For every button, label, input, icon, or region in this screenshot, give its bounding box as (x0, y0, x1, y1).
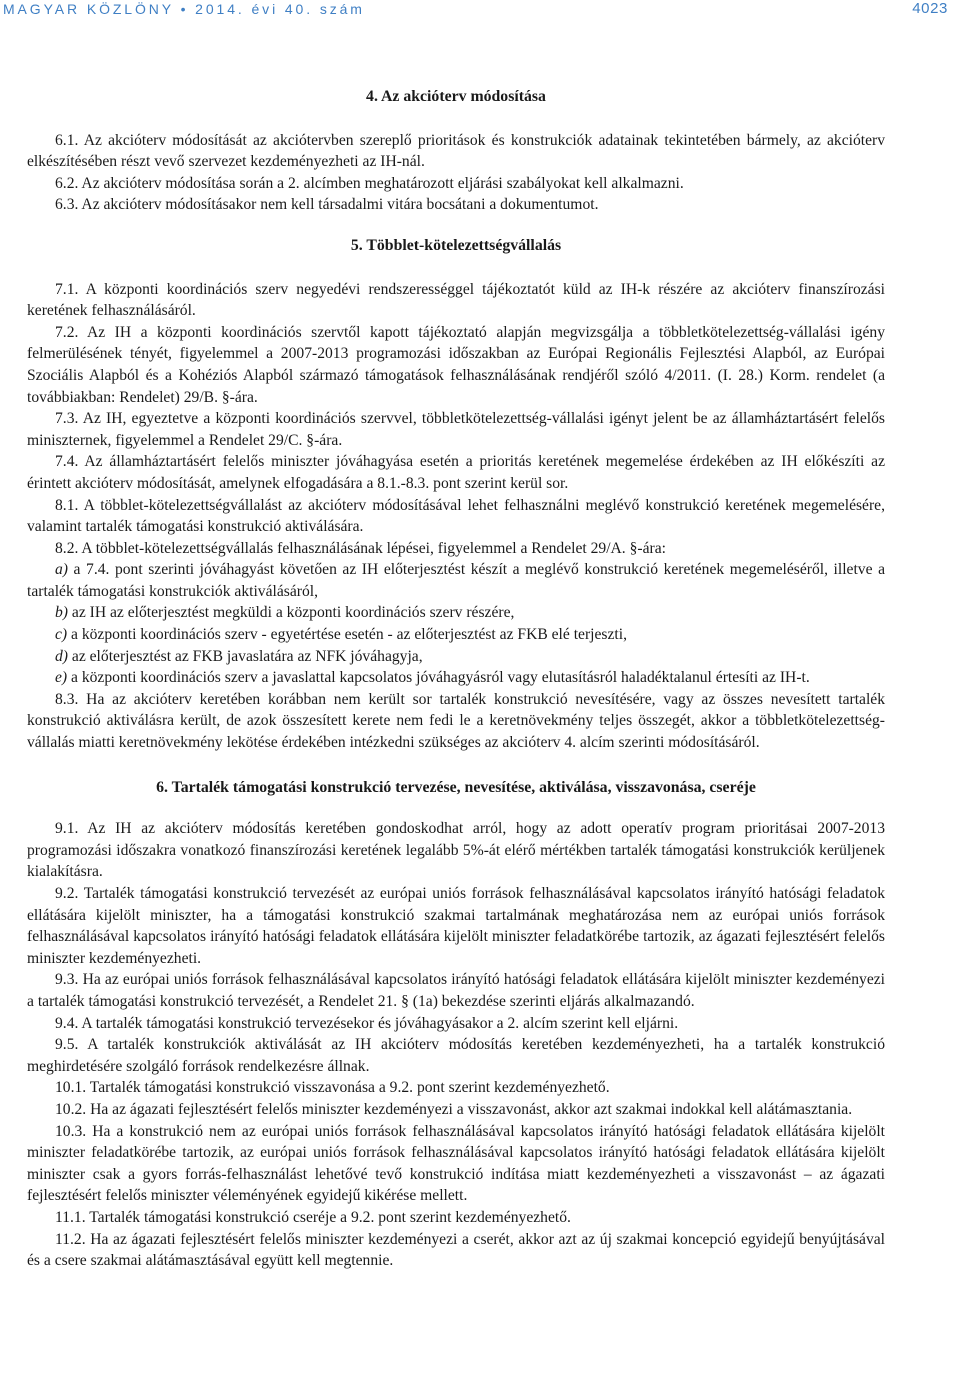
paragraph-7-4: 7.4. Az államháztartásért felelős miniszter jóváhagyása esetén a prioritás keretének megemelése érdekében az IH előkészíti az érintett akcióterv módosítását, amelynek elfogadására a 8.1.-8.3. pont szerint kerül sor. (27, 453, 885, 492)
list-label-a: a) (55, 561, 68, 579)
list-text-c: a központi koordinációs szerv - egyetértése esetén - az előterjesztést az FKB elé terjeszti, (67, 626, 627, 644)
paragraph-11-1: 11.1. Tartalék támogatási konstrukció cseréje a 9.2. pont szerint kezdeményezhető. (55, 1208, 571, 1226)
list-label-e: e) (55, 669, 68, 687)
list-text-b: az IH az előterjesztést megküldi a központi koordinációs szerv részére, (68, 604, 515, 622)
list-item-b (27, 602, 885, 624)
paragraph-7-3: 7.3. Az IH, egyeztetve a központi koordinációs szervvel, többletkötelezettség-vállalási igényt jelent be az államháztartásért felelős miniszternek, figyelemmel a Rendelet 29/C. §-ára. (27, 410, 885, 449)
list-label-b: b) (55, 604, 68, 622)
paragraph-8-2: 8.2. A többlet-kötelezettségvállalás felhasználásának lépései, figyelemmel a Rendelet 29/A. §-ára: (55, 539, 666, 557)
list-item-a (27, 559, 885, 602)
page-header (0, 0, 960, 30)
paragraph-9-5: 9.5. A tartalék konstrukciók aktiválását az IH akcióterv módosítás keretében kezdeményezheti, ha a tartalék konstrukció meghirdetésére szolgáló források rendelkezésre állnak. (27, 1036, 885, 1075)
paragraph-8-1: 8.1. A többlet-kötelezettségvállalást az akcióterv módosításával lehet felhasználni meglévő konstrukció keretének megemelésére, valamint tartalék támogatási konstrukció aktiválására. (27, 496, 885, 536)
list-item-d (27, 646, 885, 668)
journal-title: MAGYAR KÖZLÖNY • 2014. évi 40. szám (3, 1, 365, 17)
list-label-c: c) (55, 626, 68, 644)
list-text-d: az előterjesztést az FKB javaslatára az NFK jóváhagyja, (68, 647, 423, 665)
section-heading-4: 4. Az akcióterv módosítása (366, 88, 546, 105)
paragraph-9-4: 9.4. A tartalék támogatási konstrukció tervezésekor és jóváhagyásakor a 2. alcím szerint kell eljárni. (55, 1014, 679, 1032)
paragraph-10-1: 10.1. Tartalék támogatási konstrukció visszavonása a 9.2. pont szerint kezdeményezhető. (55, 1079, 610, 1097)
document-body (27, 86, 885, 1272)
paragraph-6-1: 6.1. Az akcióterv módosítását az akciótervben szereplő prioritások és konstrukciók adatainak tekintetében bármely, az akcióterv elkészítésében részt vevő szervezet kezdeményezheti az IH-nál. (27, 131, 885, 171)
list-item-e (27, 667, 885, 689)
paragraph-10-2: 10.2. Ha az ágazati fejlesztésért felelős miniszter kezdeményezi a visszavonást, akkor azt szakmai indokkal kell alátámasztania. (55, 1100, 853, 1118)
paragraph-7-1: 7.1. A központi koordinációs szerv negyedévi rendszerességgel tájékoztatót küld az IH-k részére az akcióterv finanszírozási keretének felhasználásáról. (27, 280, 885, 320)
paragraph-11-2: 11.2. Ha az ágazati fejlesztésért felelős miniszter kezdeményezi a cserét, akkor azt az új szakmai koncepció egyidejű benyújtásával és a csere szakmai alátámasztásával együtt kell megtennie. (27, 1230, 885, 1270)
list-item-c (27, 624, 885, 646)
paragraph-9-1: 9.1. Az IH az akcióterv módosítás keretében gondoskodhat arról, hogy az adott operatív program prioritásai 2007-2013 programozási időszakra vonatkozó finanszírozási keretének legalább 5%-át elérő mértékben tartalék támogatási konstrukciók kerüljenek kialakításra. (27, 820, 885, 881)
paragraph-9-3: 9.3. Ha az európai uniós források felhasználásával kapcsolatos irányító hatósági feladatok ellátására kijelölt miniszter kezdeményezi a tartalék támogatási konstrukció tervezését, a Rendelet 21. § (1a) bekezdése szerinti eljárás alkalmazandó. (27, 971, 885, 1010)
list-label-d: d) (55, 647, 68, 665)
section-heading-5: 5. Többlet-kötelezettségvállalás (350, 236, 562, 254)
list-text-e: a központi koordinációs szerv a javaslattal kapcsolatos jóváhagyásról vagy elutasításról haladéktalanul értesíti az IH-t. (67, 669, 810, 687)
paragraph-8-3: 8.3. Ha az akcióterv keretében korábban nem került sor tartalék konstrukció nevesítésére, vagy az összes nevesített tartalék konstrukció aktiválásra került, de azok összesített kerete nem fedi le a keretnövekmény teljes összegét, akkor a többletkötelezettség-vállalás miatti keretnövekmény lekötése érdekében intézkedni szükséges az akcióterv 4. alcím szerinti módosításáról. (27, 690, 885, 752)
paragraph-6-3: 6.3. Az akcióterv módosításakor nem kell társadalmi vitára bocsátani a dokumentumot. (55, 196, 599, 214)
paragraph-10-3: 10.3. Ha a konstrukció nem az európai uniós források felhasználásával kapcsolatos irányító hatósági feladatok ellátására kijelölt miniszter feladatkörébe tartozik, az európai uniós források felhasználásával kapcsolatos irányító hatósági feladatok ellátására kijelölt miniszter csak a gyors forrás-felhasználást lehetővé tevő konstrukció indítása miatt kezdeményezheti a visszavonást – az ágazati fejlesztésért felelős miniszter véleményének egyidejű kikérése mellett. (27, 1122, 885, 1205)
paragraph-9-2: 9.2. Tartalék támogatási konstrukció tervezését az európai uniós források felhasználásával kapcsolatos irányító hatósági feladatok ellátására kijelölt miniszter, ha a támogatási konstrukció szakmai tartalmának meghatározása nem az európai uniós források felhasználásával kapcsolatos irányító hatósági feladatok ellátására kijelölt miniszter feladatkörébe tartozik, az ágazati fejlesztésért felelős miniszter kezdeményezheti. (27, 885, 885, 967)
paragraph-6-2: 6.2. Az akcióterv módosítása során a 2. alcímben meghatározott eljárási szabályokat kell alkalmazni. (55, 174, 684, 192)
list-text-a: a 7.4. pont szerinti jóváhagyást követően az IH előterjesztést készít a meglévő konstrukció keretének megemeléséről, illetve a tartalék támogatási konstrukciók aktiválásáról, (27, 561, 885, 600)
section-heading-6: 6. Tartalék támogatási konstrukció tervezése, nevesítése, aktiválása, visszavonása, cseréje (156, 778, 756, 796)
paragraph-7-2: 7.2. Az IH a központi koordinációs szervtől kapott tájékoztató alapján megvizsgálja a többletkötelezettség-vállalási igény felmerülésének tényét, figyelemmel a 2007-2013 programozási időszakban az Európai Regionális Fejlesztési Alapból, az Európai Szociális Alapból és a Kohéziós Alapból származó támogatások felhasználásának rendjéről szóló 4/2011. (I. 28.) Korm. rendelet (a továbbiakban: Rendelet) 29/B. §-ára. (27, 323, 885, 406)
page-number: 4023 (912, 0, 948, 17)
